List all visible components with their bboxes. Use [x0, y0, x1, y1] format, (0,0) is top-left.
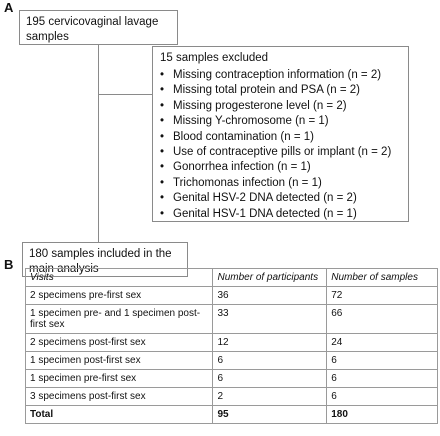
excluded-reason-item: • Missing contraception information (n = 2)	[160, 68, 401, 83]
excluded-reason-item: • Use of contraceptive pills or implant (n = 2)	[160, 145, 401, 160]
participants-cell: 2	[213, 388, 327, 406]
excluded-reason-item: • Genital HSV-1 DNA detected (n = 1)	[160, 207, 401, 222]
table-total-row	[26, 406, 438, 424]
total-label-cell: Total	[26, 406, 213, 424]
samples-cell: 6	[327, 388, 438, 406]
samples-cell: 24	[327, 334, 438, 352]
excluded-reason-item: • Gonorrhea infection (n = 1)	[160, 160, 401, 175]
excluded-reason-item: • Genital HSV-2 DNA detected (n = 2)	[160, 191, 401, 206]
flow-connector-horizontal	[98, 94, 152, 95]
table-row	[26, 370, 438, 388]
participants-cell: 12	[213, 334, 327, 352]
total-samples-text: 195 cervicovaginal lavage samples	[26, 16, 159, 43]
participants-cell: 36	[213, 287, 327, 305]
visits-cell: 1 specimen post-first sex	[26, 352, 213, 370]
visits-cell: 1 specimen pre- and 1 specimen post-first sex	[26, 305, 213, 334]
excluded-title: 15 samples excluded	[160, 52, 269, 64]
samples-cell: 72	[327, 287, 438, 305]
header-participants: Number of participants	[213, 269, 327, 287]
table-row	[26, 352, 438, 370]
samples-cell: 6	[327, 370, 438, 388]
header-samples: Number of samples	[327, 269, 438, 287]
participants-cell: 6	[213, 370, 327, 388]
excluded-samples-box	[152, 46, 409, 222]
table-row	[26, 334, 438, 352]
table-row	[26, 305, 438, 334]
visits-cell: 2 specimens pre-first sex	[26, 287, 213, 305]
total-samples-cell: 180	[327, 406, 438, 424]
table-row	[26, 388, 438, 406]
participants-cell: 33	[213, 305, 327, 334]
included-samples-text: 180 samples included in the main analysis	[29, 248, 172, 275]
excluded-reason-item: • Missing Y-chromosome (n = 1)	[160, 114, 401, 129]
excluded-reason-item: • Missing total protein and PSA (n = 2)	[160, 83, 401, 98]
flow-connector-vertical	[98, 45, 99, 242]
excluded-reason-item: • Blood contamination (n = 1)	[160, 130, 401, 145]
visits-cell: 2 specimens post-first sex	[26, 334, 213, 352]
participants-cell: 6	[213, 352, 327, 370]
samples-table	[25, 268, 438, 424]
header-visits: Visits	[26, 269, 213, 287]
excluded-reason-item: • Missing progesterone level (n = 2)	[160, 99, 401, 114]
excluded-reason-item: • Trichomonas infection (n = 1)	[160, 176, 401, 191]
panel-b-label: B	[4, 257, 14, 272]
panel-a-label: A	[4, 0, 14, 15]
table-row	[26, 287, 438, 305]
table-header-row	[26, 269, 438, 287]
samples-cell: 66	[327, 305, 438, 334]
visits-cell: 1 specimen pre-first sex	[26, 370, 213, 388]
samples-cell: 6	[327, 352, 438, 370]
total-samples-box	[19, 10, 178, 45]
total-participants-cell: 95	[213, 406, 327, 424]
excluded-reasons-list	[160, 68, 401, 222]
visits-cell: 3 specimens post-first sex	[26, 388, 213, 406]
